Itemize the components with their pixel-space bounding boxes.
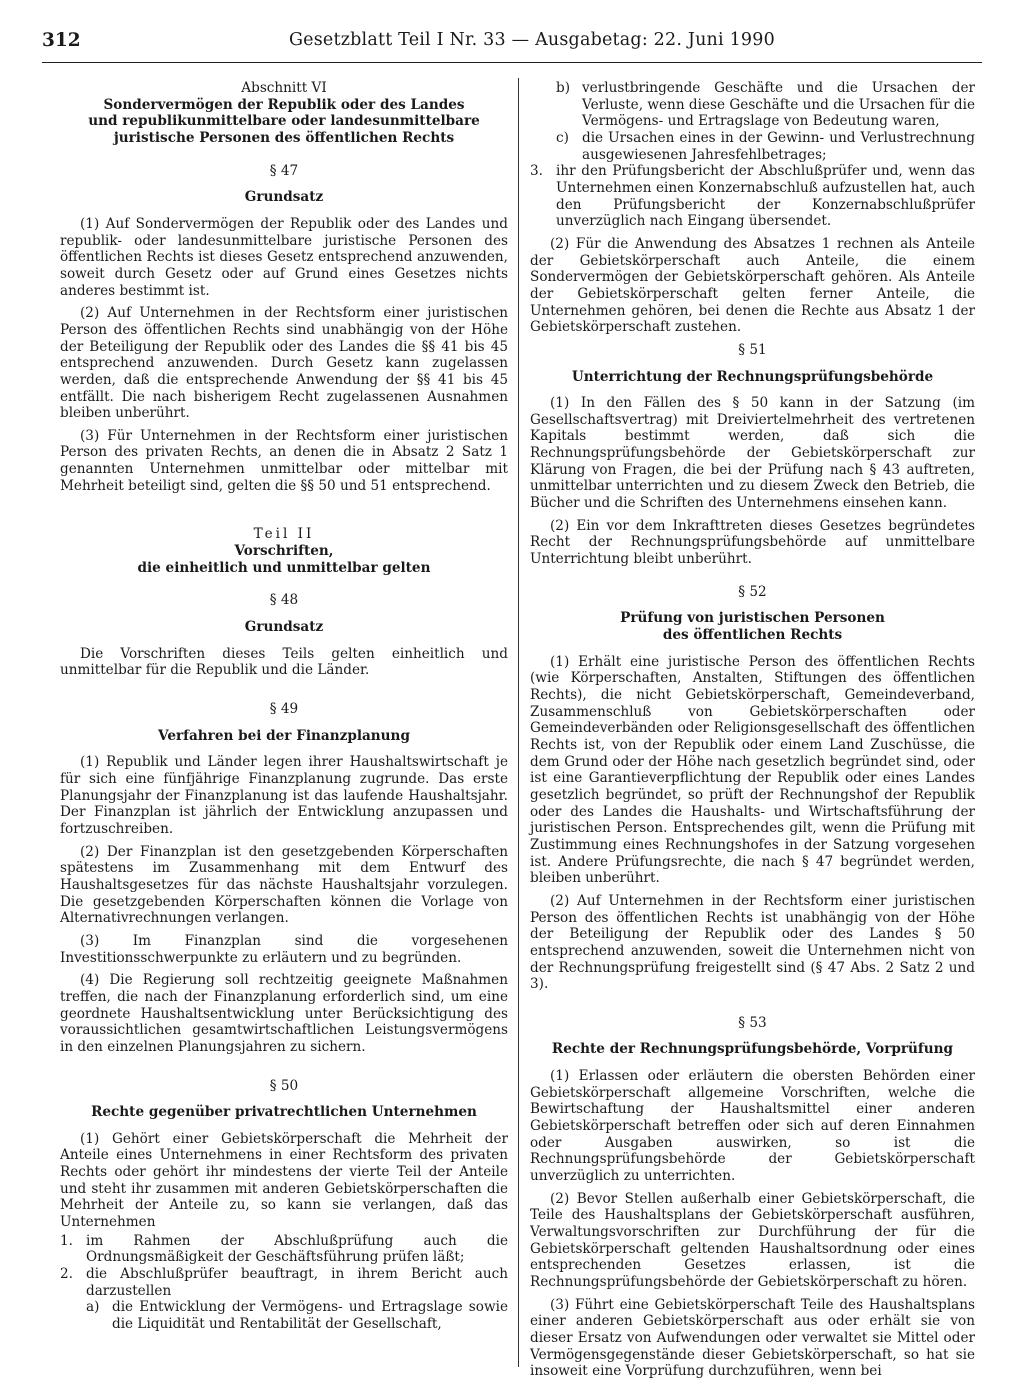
list-text: die Ursachen eines in der Gewinn- und Verlustrechnung ausgewiesenen Jahresfehlbetrages; [582,129,975,163]
list-marker: 3. [530,163,543,180]
paragraph-text: (2) Auf Unternehmen in der Rechtsform einer juristischen Person des öffentlichen Rechts ist unabhängig von der Höhe der Beteiligung der Republik oder des Landes § 50 entsprechend anzuwenden, soweit die Unternehmen nicht von der Rechnungsprüfung freigestellt sind (§ 47 Abs. 2 Satz 2 und 3). [530,892,975,993]
paragraph-text: (2) Auf Unternehmen in der Rechtsform einer juristischen Person des öffentlichen Rechts sind unabhängig von der Höhe der Beteiligung der Republik oder des Landes die §§ 41 bis 45 entsprechend anzuwenden. Durch Gesetz kann zugelassen werden, daß die entsprechende Anwendung der §§ 41 bis 45 entfällt. Die nach bisherigem Recht zugelassenen Ausnahmen bleiben unberührt. [60,305,508,422]
paragraph-text: (1) Auf Sondervermögen der Republik oder des Landes und republik- oder landesunmittelbare juristische Personen des öffentlichen Rechts ist dieses Gesetz entsprechend anzuwenden, soweit durch Gesetz oder auf Grund eines Gesetzes nichts anderes bestimmt ist. [60,215,508,299]
paragraph-title: Verfahren bei der Finanzplanung [158,727,410,744]
list-text: die Entwicklung der Vermögens- und Ertragslage sowie die Liquidität und Rentabilität der Gesellschaft, [112,1299,508,1333]
page-header [42,30,982,66]
paragraph-title [530,610,975,643]
left-column [60,80,508,1333]
paragraph-text: (1) Erlassen oder erläutern die obersten Behörden einer Gebietskörperschaft allgemeine Vorschriften, welche die Bewirtschaftung der Haushaltsmittel einer anderen Gebietskörperschaft betreffen oder sich auf deren Einnahmen oder Ausgaben auswirken, so ist die Rechnungsprüfungsbehörde der Gebietskörperschaft unverzüglich zu unterrichten. [530,1068,975,1185]
paragraph-title: Grundsatz [244,619,324,636]
list-marker: c) [556,129,569,146]
paragraph-text: (1) In den Fällen des § 50 kann in der Satzung (im Gesellschaftsvertrag) mit Dreiviertelmehrheit des vertretenen Kapitals bestimmt werden, daß sich die Rechnungsprüfungsbehörde der Gebietskörperschaft zur Klärung von Fragen, die bei der Prüfung nach § 43 auftreten, unmittelbar unterrichten und zu diesem Zweck den Betrieb, die Bücher und die Schriften des Unternehmens einsehen kann. [530,395,975,512]
part-title-line: die einheitlich und unmittelbar gelten [137,559,431,576]
header-rule [42,62,982,63]
paragraph-text: (3) Im Finanzplan sind die vorgesehenen Investitionsschwerpunkte zu erläutern und zu begründen. [60,932,508,966]
paragraph-text: (2) Der Finanzplan ist den gesetzgebenden Körperschaften spätestens im Zusammenhang mit dem Entwurf des Haushaltsgesetzes für das nächste Haushaltsjahr vorzulegen. Die gesetzgebenden Körperschaften können die Vorlage von Alternativrechnungen verlangen. [60,843,508,927]
section-title-line: juristische Personen des öffentlichen Rechts [113,129,455,146]
list-item [60,1299,508,1332]
list-text: im Rahmen der Abschlußprüfung auch die Ordnungsmäßigkeit der Geschäftsführung prüfen läßt; [86,1232,508,1266]
list-text: ihr den Prüfungsbericht der Abschlußprüfer und, wenn das Unternehmen einen Konzernabschluß aufzustellen hat, auch den Prüfungsbericht der Konzernabschlußprüfer unverzüglich nach Eingang übersendet. [556,163,975,230]
paragraph-number: § 50 [269,1077,299,1094]
paragraph-number: § 48 [269,592,299,609]
paragraph-text: (1) Erhält eine juristische Person des öffentlichen Rechts (wie Körperschaften, Anstalten, Stiftungen des öffentlichen Rechts), die nicht Gebietskörperschaft, Gemeindeverband, Zusammenschluß von Gebietskörperschaften oder Gemeindeverbänden oder Religionsgesellschaft des öffentlichen Rechts ist, von der Republik oder einem Land Zuschüsse, die dem Grund oder der Höhe nach gesetzlich begründet sind, oder ist eine Garantieverpflichtung der Republik oder eines Landes gesetzlich begründet, so prüft der Rechnungshof der Republik oder des Landes die Haushalts- und Wirtschaftsführung der juristischen Person. Entsprechendes gilt, wenn die Prüfung mit Zustimmung eines Rechnungshofes in der Satzung vorgesehen ist. Andere Prüfungsrechte, die nach § 47 begründet werden, bleiben unberührt. [530,653,975,887]
part-title [60,543,508,576]
list-text: die Abschlußprüfer beauftragt, in ihrem Bericht auch darzustellen [86,1266,508,1299]
paragraph-number: § 47 [269,162,299,179]
list-item [530,163,975,230]
list-marker: 1. [60,1232,73,1249]
list-item [60,1266,508,1299]
right-column [530,80,975,1386]
paragraph-number: § 52 [738,583,767,600]
part-label: Teil II [253,526,315,543]
page-number: 312 [42,30,81,51]
paragraph-title: Unterrichtung der Rechnungsprüfungsbehörde [571,368,934,385]
paragraph-title: Rechte gegenüber privatrechtlichen Unternehmen [91,1104,477,1121]
paragraph-text: (3) Für Unternehmen in der Rechtsform einer juristischen Person des privaten Rechts, an denen die in Absatz 2 Satz 1 genannten Unternehmen unmittelbar oder mittelbar mit Mehrheit beteiligt sind, gelten die §§ 50 und 51 entsprechend. [60,427,508,494]
paragraph-title: Rechte der Rechnungsprüfungsbehörde, Vorprüfung [551,1041,954,1058]
paragraph-text: Die Vorschriften dieses Teils gelten einheitlich und unmittelbar für die Republik und die Länder. [60,645,508,679]
paragraph-title-line: Prüfung von juristischen Personen [620,610,885,627]
paragraph-text: (2) Für die Anwendung des Absatzes 1 rechnen als Anteile der Gebietskörperschaft auch Anteile, die einem Sondervermögen der Gebietskörperschaft gehören. Als Anteile der Gebietskörperschaft gelten ferner Anteile, die Unternehmen gehören, bei denen die Rechte aus Absatz 1 der Gebietskörperschaft zustehen. [530,235,975,336]
section-title [60,97,508,147]
paragraph-number: § 53 [738,1014,767,1031]
paragraph-text: (2) Ein vor dem Inkrafttreten dieses Gesetzes begründetes Recht der Rechnungsprüfungsbehörde auf unmittelbare Unterrichtung bleibt unberührt. [530,517,975,568]
list-text: verlustbringende Geschäfte und die Ursachen der Verluste, wenn diese Geschäfte und die Ursachen für die Vermögens- und Ertragslage von Bedeutung waren, [582,80,975,130]
list-marker: a) [86,1299,100,1316]
paragraph-text: (1) Gehört einer Gebietskörperschaft die Mehrheit der Anteile eines Unternehmens in einer Rechtsform des privaten Rechts oder gehört ihr mindestens der vierte Teil der Anteile und steht ihr zusammen mit anderen Gebietskörperschaften die Mehrheit der Anteile zu, so kann sie verlangen, daß das Unternehmen [60,1130,508,1231]
part-title-line: Vorschriften, [234,543,334,560]
section-title-line: Sondervermögen der Republik oder des Landes [103,96,465,113]
list-item [530,130,975,163]
paragraph-text: (3) Führt eine Gebietskörperschaft Teile des Haushaltsplans einer anderen Gebietskörperschaft aus oder erhält sie von dieser Ersatz von Aufwendungen oder verwaltet sie Mittel oder Vermögensgegenstände dieser Gebietskörperschaft, so hat sie insoweit eine Vorprüfung durchzuführen, wenn bei [530,1296,975,1380]
paragraph-number: § 49 [269,701,299,718]
section-title-line: und republikunmittelbare oder landesunmittelbare [88,113,480,130]
paragraph-text: (4) Die Regierung soll rechtzeitig geeignete Maßnahmen treffen, die nach der Finanzplanung erforderlich sind, um eine geordnete Haushaltsentwicklung unter Berücksichtigung des voraussichtlichen gesamtwirtschaftlichen Leistungsvermögens in den einzelnen Planungsjahren zu sichern. [60,972,508,1055]
list-marker: b) [556,80,571,96]
paragraph-title: Grundsatz [244,189,324,206]
paragraph-text: (1) Republik und Länder legen ihrer Haushaltswirtschaft je für sich eine fünfjährige Finanzplanung zugrunde. Das erste Planungsjahr der Finanzplanung ist das laufende Haushaltsjahr. Der Finanzplan ist jährlich der Entwicklung anzupassen und fortzuschreiben. [60,754,508,837]
running-title: Gesetzblatt Teil I Nr. 33 — Ausgabetag: 22. Juni 1990 [289,30,775,50]
section-label: Abschnitt VI [241,80,327,96]
paragraph-title-line: des öffentlichen Rechts [662,627,843,644]
list-item [530,80,975,130]
paragraph-number: § 51 [738,341,767,358]
paragraph-text: (2) Bevor Stellen außerhalb einer Gebietskörperschaft, die Teile des Haushaltsplans der Gebietskörperschaft ausführen, Verwaltungsvorschriften zur Durchführung der für die Gebietskörperschaft geltenden Haushaltsordnung oder eines entsprechenden Gesetzes erlassen, ist die Rechnungsprüfungsbehörde der Gebietskörperschaft zu hören. [530,1190,975,1290]
column-divider [518,78,519,1367]
list-marker: 2. [60,1266,73,1283]
list-item [60,1233,508,1266]
